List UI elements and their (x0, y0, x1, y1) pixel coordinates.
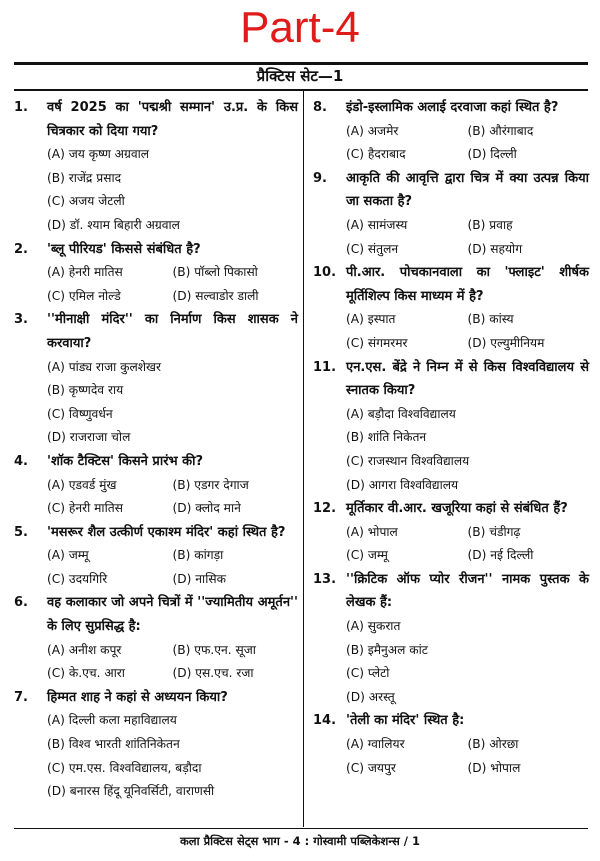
bottom-rule (14, 828, 588, 829)
answer-option: (A) ग्वालियर (346, 737, 405, 752)
question-text: वर्ष 2025 का 'पद्मश्री सम्मान' उ.प्र. के किस चित्रकार को दिया गया? (47, 100, 298, 139)
question-text: ''मीनाक्षी मंदिर'' का निर्माण किस शासक ने करवाया? (47, 312, 298, 351)
question-text: पी.आर. पोचकानवाला का 'फ्लाइट' शीर्षक मूर्तिशिल्प किस माध्यम में है? (346, 265, 589, 304)
answer-option: (C) अजय जेटली (47, 194, 125, 209)
question-number: 3. (14, 312, 28, 328)
option-row (47, 662, 298, 686)
option-row (346, 214, 589, 238)
question-number: 8. (313, 100, 327, 115)
answer-option: (A) पांड्य राजा कुलशेखर (47, 359, 162, 374)
question-item (14, 450, 298, 521)
answer-option: (C) राजस्थान विश्वविद्यालय (346, 453, 470, 468)
answer-option: (D) एस.एच. रजा (172, 666, 254, 681)
answer-option: (C) संगमरमर (346, 335, 408, 350)
answer-option: (C) जम्मू (346, 548, 388, 563)
option-row (346, 143, 589, 167)
question-number: 14. (313, 713, 337, 729)
question-number: 11. (313, 359, 337, 375)
right-column (313, 96, 589, 780)
question-number: 10. (313, 265, 337, 281)
question-number: 5. (14, 524, 28, 540)
question-text: एन.एस. बेंद्रे ने निम्न में से किस विश्वविद्यालय से स्नातक किया? (346, 359, 589, 399)
question-item (313, 709, 589, 780)
question-item (14, 238, 298, 309)
question-number: 13. (313, 571, 337, 587)
answer-option: (C) एम.एस. विश्वविद्यालय, बड़ौदा (47, 760, 202, 775)
option-row (47, 285, 298, 309)
question-number: 12. (313, 501, 337, 517)
answer-option: (C) प्लेटो (346, 666, 390, 681)
question-text: आकृति की आवृत्ति द्वारा चित्र में क्या उत्पन्न किया जा सकता है? (346, 170, 589, 210)
answer-option: (B) एडगर देगाज (172, 477, 249, 492)
option-row (346, 544, 589, 568)
answer-option: (A) अनीश कपूर (47, 642, 122, 657)
answer-option: (D) भोपाल (467, 760, 521, 775)
answer-option: (B) कांगड़ा (172, 548, 224, 563)
question-item (14, 591, 298, 685)
question-text: 'तेली का मंदिर' स्थित है: (346, 713, 465, 729)
answer-option: (D) नई दिल्ली (467, 548, 534, 563)
answer-option: (D) सहयोग (467, 241, 523, 256)
question-text: वह कलाकार जो अपने चित्रों में ''ज्यामितीय अमूर्तन'' के लिए सुप्रसिद्ध है: (47, 595, 298, 635)
answer-option: (B) शांति निकेतन (346, 430, 427, 445)
question-text: 'ब्लू पीरियड' किससे संबंधित है? (47, 241, 201, 257)
answer-option: (B) पॉब्लो पिकासो (172, 265, 258, 280)
column-divider (303, 91, 304, 827)
option-row (346, 120, 589, 144)
answer-option: (B) ओरछा (467, 737, 519, 752)
option-row (47, 474, 298, 498)
answer-option: (A) बड़ौदा विश्वविद्यालय (346, 406, 456, 421)
question-text: हिम्मत शाह ने कहां से अध्ययन किया? (47, 689, 228, 705)
practice-set-title: प्रैक्टिस सेट—1 (256, 67, 344, 85)
option-row (47, 261, 298, 285)
left-column (14, 96, 298, 804)
answer-option: (D) क्लोद माने (172, 501, 241, 516)
answer-option: (A) दिल्ली कला महाविद्यालय (47, 713, 177, 728)
question-item (313, 356, 589, 498)
answer-option: (C) हैदराबाद (346, 147, 406, 162)
answer-option: (A) जम्मू (47, 548, 89, 563)
question-item (313, 167, 589, 261)
answer-option: (A) एडवर्ड मुंख (47, 477, 117, 492)
answer-option: (C) जयपुर (346, 760, 396, 775)
answer-option: (A) अजमेर (346, 123, 399, 138)
question-item (14, 96, 298, 238)
question-item (14, 308, 298, 450)
page-footer: कला प्रैक्टिस सेट्स भाग - 4 : गोस्वामी पब्लिकेशन्स / 1 (179, 834, 421, 848)
question-item (313, 497, 589, 568)
answer-option: (D) डॉ. श्याम बिहारी अग्रवाल (47, 217, 180, 232)
option-row (47, 568, 298, 592)
answer-option: (A) हेनरी मातिस (47, 265, 123, 280)
answer-option: (C) हेनरी मातिस (47, 501, 123, 516)
question-text: इंडो-इस्लामिक अलाई दरवाजा कहां स्थित है? (346, 100, 559, 115)
answer-option: (B) चंडीगढ़ (467, 524, 521, 539)
option-row (346, 733, 589, 757)
answer-option: (C) विष्णुवर्धन (47, 406, 113, 421)
question-item (313, 261, 589, 355)
answer-option: (C) उदयगिरि (47, 571, 108, 586)
option-row (47, 544, 298, 568)
option-row (346, 308, 589, 332)
answer-option: (C) के.एच. आरा (47, 666, 125, 681)
answer-option: (D) सल्वाडोर डाली (172, 288, 259, 303)
answer-option: (B) विश्व भारती शांतिनिकेतन (47, 737, 180, 752)
question-number: 2. (14, 241, 28, 257)
answer-option: (B) कांस्य (467, 312, 514, 327)
option-row (47, 639, 298, 663)
answer-option: (C) संतुलन (346, 241, 399, 256)
question-item (313, 96, 589, 167)
option-row (346, 521, 589, 545)
question-item (14, 686, 298, 804)
question-number: 7. (14, 689, 28, 705)
answer-option: (B) औरंगाबाद (467, 123, 534, 138)
answer-option: (D) अरस्तू (346, 689, 395, 704)
answer-option: (A) भोपाल (346, 524, 398, 539)
option-row (346, 238, 589, 262)
answer-option: (D) राजराजा चोल (47, 430, 131, 445)
question-number: 6. (14, 595, 28, 611)
answer-option: (B) राजेंद्र प्रसाद (47, 170, 122, 185)
answer-option: (D) नासिक (172, 571, 226, 586)
answer-option: (A) जय कृष्ण अग्रवाल (47, 147, 150, 162)
part-title: Part-4 (240, 3, 360, 52)
option-row (47, 497, 298, 521)
answer-option: (B) कृष्णदेव राय (47, 383, 124, 398)
question-number: 4. (14, 453, 28, 469)
answer-option: (D) बनारस हिंदू यूनिवर्सिटी, वाराणसी (47, 784, 215, 799)
answer-option: (D) दिल्ली (467, 147, 517, 162)
answer-option: (D) आगरा विश्वविद्यालय (346, 477, 459, 492)
answer-option: (B) एफ.एन. सूजा (172, 642, 256, 657)
answer-option: (B) प्रवाह (467, 217, 513, 232)
question-item (313, 568, 589, 710)
option-row (346, 332, 589, 356)
option-row (346, 757, 589, 781)
question-item (14, 521, 298, 592)
answer-option: (B) इमैनुअल कांट (346, 642, 428, 657)
answer-option: (A) सुकरात (346, 619, 401, 634)
answer-option: (D) एल्युमीनियम (467, 335, 545, 350)
question-text: 'शॉक टैक्टिस' किसने प्रारंभ की? (47, 453, 204, 469)
answer-option: (A) इस्पात (346, 312, 396, 327)
question-text: 'मसरूर शैल उत्कीर्ण एकाश्म मंदिर' कहां स्थित है? (47, 524, 286, 540)
question-number: 1. (14, 100, 28, 115)
question-text: मूर्तिकार वी.आर. खजूरिया कहां से संबंधित हैं? (346, 501, 568, 517)
answer-option: (A) सामंजस्य (346, 217, 408, 232)
question-text: ''क्रिटिक ऑफ प्योर रीजन'' नामक पुस्तक के लेखक हैं: (346, 571, 589, 611)
set-title-rule (14, 89, 588, 91)
question-number: 9. (313, 170, 327, 186)
answer-option: (C) एमिल नोल्डे (47, 288, 121, 303)
